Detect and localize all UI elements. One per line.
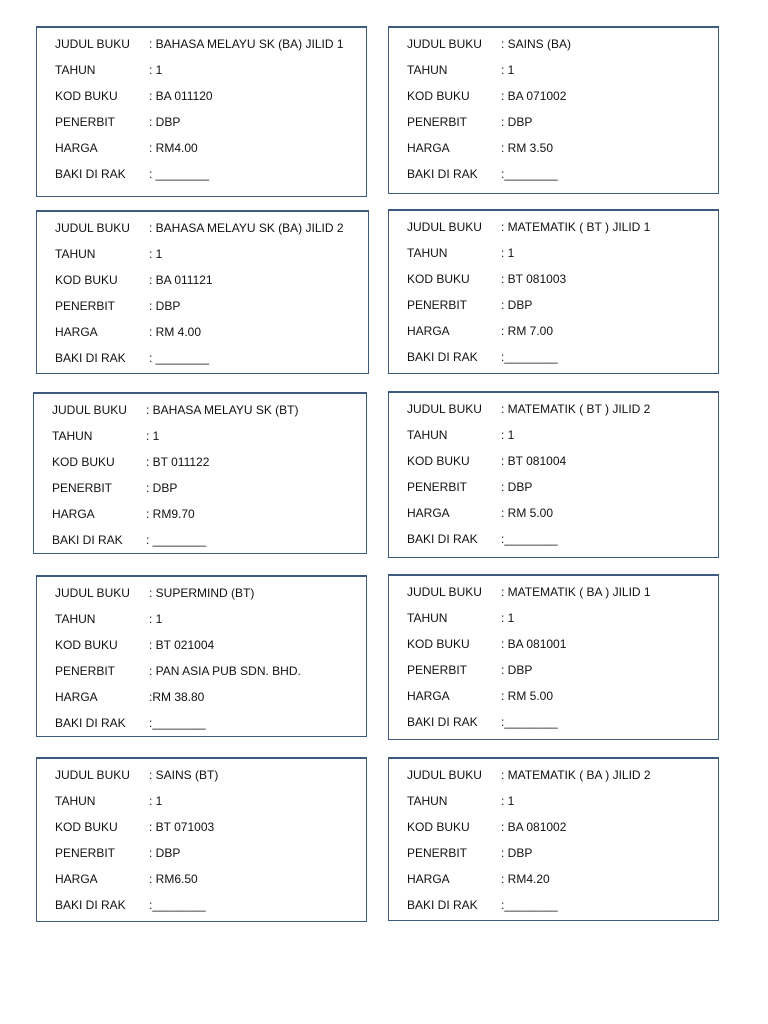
stock-on-shelf-value: : ________ — [149, 167, 210, 181]
publisher-label: PENERBIT — [55, 115, 116, 129]
year-label: TAHUN — [407, 428, 448, 442]
year-value: : 1 — [501, 63, 515, 77]
book-code-label: KOD BUKU — [407, 820, 470, 834]
price-value: : RM6.50 — [149, 872, 198, 886]
book-title-value: : BAHASA MELAYU SK (BA) JILID 1 — [149, 37, 344, 51]
stock-on-shelf-row — [407, 530, 558, 548]
book-title-value: : BAHASA MELAYU SK (BA) JILID 2 — [149, 221, 344, 235]
book-code-label: KOD BUKU — [407, 637, 470, 651]
book-code-row — [55, 87, 213, 105]
book-label-card — [388, 757, 719, 921]
stock-on-shelf-row — [407, 348, 558, 366]
stock-on-shelf-label: BAKI DI RAK — [407, 532, 478, 546]
stock-on-shelf-value: :________ — [501, 715, 558, 729]
book-title-row — [407, 35, 571, 53]
book-title-value: : MATEMATIK ( BT ) JILID 2 — [501, 402, 651, 416]
book-title-label: JUDUL BUKU — [407, 220, 482, 234]
publisher-label: PENERBIT — [55, 664, 116, 678]
publisher-value: : DBP — [501, 298, 533, 312]
price-label: HARGA — [407, 141, 450, 155]
publisher-label: PENERBIT — [55, 299, 116, 313]
year-label: TAHUN — [407, 611, 448, 625]
book-code-row — [407, 452, 566, 470]
publisher-value: : DBP — [501, 663, 533, 677]
book-title-label: JUDUL BUKU — [55, 586, 130, 600]
book-label-card — [388, 574, 719, 740]
book-title-label: JUDUL BUKU — [52, 403, 127, 417]
book-label-card — [36, 757, 367, 922]
book-title-label: JUDUL BUKU — [407, 37, 482, 51]
publisher-value: : DBP — [501, 115, 533, 129]
book-code-row — [52, 453, 209, 471]
stock-on-shelf-value: :________ — [149, 898, 206, 912]
book-code-label: KOD BUKU — [52, 455, 115, 469]
year-label: TAHUN — [407, 794, 448, 808]
price-value: : RM9.70 — [146, 507, 195, 521]
price-label: HARGA — [55, 690, 98, 704]
publisher-label: PENERBIT — [407, 846, 468, 860]
book-title-row — [407, 766, 651, 784]
publisher-row — [407, 296, 532, 314]
publisher-row — [52, 479, 177, 497]
book-code-value: : BT 021004 — [149, 638, 215, 652]
price-value: : RM 3.50 — [501, 141, 554, 155]
publisher-label: PENERBIT — [55, 846, 116, 860]
price-value: : RM 5.00 — [501, 506, 554, 520]
stock-on-shelf-row — [52, 531, 206, 549]
year-row — [52, 427, 159, 445]
price-value: : RM4.20 — [501, 872, 550, 886]
price-row — [52, 505, 195, 523]
book-title-value: : SAINS (BA) — [501, 37, 572, 51]
book-code-row — [407, 270, 566, 288]
book-code-row — [407, 818, 566, 836]
book-title-value: : SUPERMIND (BT) — [149, 586, 255, 600]
stock-on-shelf-value: : ________ — [149, 351, 210, 365]
price-label: HARGA — [407, 689, 450, 703]
book-title-row — [407, 218, 650, 236]
stock-on-shelf-value: :________ — [501, 350, 558, 364]
price-row — [55, 139, 198, 157]
year-row — [55, 792, 162, 810]
stock-on-shelf-label: BAKI DI RAK — [52, 533, 123, 547]
year-value: : 1 — [501, 794, 515, 808]
publisher-label: PENERBIT — [52, 481, 113, 495]
book-code-label: KOD BUKU — [55, 89, 118, 103]
stock-on-shelf-row — [55, 714, 206, 732]
price-label: HARGA — [55, 872, 98, 886]
book-code-label: KOD BUKU — [407, 454, 470, 468]
book-title-row — [55, 766, 218, 784]
price-value: : RM 5.00 — [501, 689, 554, 703]
stock-on-shelf-row — [407, 165, 558, 183]
publisher-value: : DBP — [501, 846, 533, 860]
price-value: : RM 7.00 — [501, 324, 554, 338]
book-title-label: JUDUL BUKU — [55, 221, 130, 235]
book-code-value: : BT 071003 — [149, 820, 215, 834]
publisher-label: PENERBIT — [407, 115, 468, 129]
stock-on-shelf-label: BAKI DI RAK — [55, 898, 126, 912]
stock-on-shelf-label: BAKI DI RAK — [55, 167, 126, 181]
publisher-row — [55, 844, 180, 862]
price-row — [55, 688, 204, 706]
price-row — [407, 687, 553, 705]
stock-on-shelf-value: :________ — [149, 716, 206, 730]
book-code-value: : BT 011122 — [146, 455, 210, 469]
price-row — [55, 870, 198, 888]
publisher-value: : DBP — [501, 480, 533, 494]
year-label: TAHUN — [55, 247, 96, 261]
year-row — [55, 61, 162, 79]
price-row — [407, 504, 553, 522]
book-code-row — [407, 635, 566, 653]
publisher-row — [407, 661, 532, 679]
book-code-label: KOD BUKU — [55, 638, 118, 652]
stock-on-shelf-label: BAKI DI RAK — [55, 351, 126, 365]
book-code-row — [55, 818, 214, 836]
book-title-row — [407, 583, 651, 601]
publisher-value: : DBP — [149, 299, 181, 313]
book-title-label: JUDUL BUKU — [55, 768, 130, 782]
book-code-value: : BT 081004 — [501, 454, 567, 468]
year-label: TAHUN — [407, 63, 448, 77]
book-title-value: : MATEMATIK ( BA ) JILID 2 — [501, 768, 651, 782]
stock-on-shelf-value: : ________ — [146, 533, 207, 547]
book-title-label: JUDUL BUKU — [407, 768, 482, 782]
book-label-card — [388, 391, 719, 558]
stock-on-shelf-label: BAKI DI RAK — [407, 167, 478, 181]
price-value: : RM 4.00 — [149, 325, 202, 339]
publisher-row — [55, 113, 180, 131]
book-code-value: : BA 071002 — [501, 89, 567, 103]
year-row — [407, 244, 514, 262]
year-label: TAHUN — [55, 794, 96, 808]
publisher-row — [55, 662, 301, 680]
publisher-row — [407, 844, 532, 862]
book-code-row — [55, 271, 213, 289]
year-row — [55, 610, 162, 628]
year-row — [55, 245, 162, 263]
year-value: : 1 — [149, 247, 163, 261]
price-label: HARGA — [52, 507, 95, 521]
book-code-value: : BA 011121 — [149, 273, 213, 287]
year-row — [407, 609, 514, 627]
publisher-value: : DBP — [149, 115, 181, 129]
publisher-value: : DBP — [146, 481, 178, 495]
book-title-label: JUDUL BUKU — [407, 402, 482, 416]
year-value: : 1 — [501, 428, 515, 442]
price-row — [407, 139, 553, 157]
year-row — [407, 61, 514, 79]
book-code-value: : BT 081003 — [501, 272, 567, 286]
publisher-label: PENERBIT — [407, 663, 468, 677]
publisher-row — [55, 297, 180, 315]
book-title-row — [55, 35, 344, 53]
book-code-value: : BA 081002 — [501, 820, 567, 834]
book-code-label: KOD BUKU — [407, 272, 470, 286]
stock-on-shelf-label: BAKI DI RAK — [407, 715, 478, 729]
stock-on-shelf-label: BAKI DI RAK — [407, 350, 478, 364]
stock-on-shelf-row — [55, 349, 209, 367]
year-value: : 1 — [149, 794, 163, 808]
book-title-label: JUDUL BUKU — [55, 37, 130, 51]
book-title-label: JUDUL BUKU — [407, 585, 482, 599]
book-label-card — [36, 26, 367, 197]
year-value: : 1 — [501, 246, 515, 260]
price-label: HARGA — [55, 141, 98, 155]
year-value: : 1 — [149, 612, 163, 626]
year-value: : 1 — [149, 63, 163, 77]
book-title-row — [52, 401, 298, 419]
stock-on-shelf-value: :________ — [501, 532, 558, 546]
book-title-value: : BAHASA MELAYU SK (BT) — [146, 403, 299, 417]
price-label: HARGA — [55, 325, 98, 339]
price-label: HARGA — [407, 872, 450, 886]
stock-on-shelf-row — [55, 165, 209, 183]
year-value: : 1 — [501, 611, 515, 625]
publisher-row — [407, 478, 532, 496]
book-title-value: : MATEMATIK ( BA ) JILID 1 — [501, 585, 651, 599]
book-code-value: : BA 081001 — [501, 637, 567, 651]
book-label-card — [33, 392, 367, 554]
price-row — [55, 323, 201, 341]
book-title-value: : SAINS (BT) — [149, 768, 219, 782]
year-value: : 1 — [146, 429, 160, 443]
price-row — [407, 322, 553, 340]
book-code-label: KOD BUKU — [55, 273, 118, 287]
year-label: TAHUN — [407, 246, 448, 260]
book-label-card — [36, 210, 369, 374]
book-code-value: : BA 011120 — [149, 89, 213, 103]
book-label-card — [36, 575, 367, 737]
publisher-value: : PAN ASIA PUB SDN. BHD. — [149, 664, 301, 678]
publisher-row — [407, 113, 532, 131]
book-code-row — [55, 636, 214, 654]
price-value: : RM4.00 — [149, 141, 198, 155]
book-code-label: KOD BUKU — [407, 89, 470, 103]
book-label-card — [388, 26, 719, 194]
year-label: TAHUN — [52, 429, 93, 443]
price-value: :RM 38.80 — [149, 690, 205, 704]
price-row — [407, 870, 550, 888]
book-title-row — [55, 584, 254, 602]
year-label: TAHUN — [55, 612, 96, 626]
year-label: TAHUN — [55, 63, 96, 77]
year-row — [407, 792, 514, 810]
price-label: HARGA — [407, 506, 450, 520]
book-label-card — [388, 209, 719, 374]
price-label: HARGA — [407, 324, 450, 338]
publisher-label: PENERBIT — [407, 480, 468, 494]
stock-on-shelf-row — [407, 713, 558, 731]
stock-on-shelf-row — [55, 896, 206, 914]
book-title-row — [407, 400, 650, 418]
publisher-label: PENERBIT — [407, 298, 468, 312]
book-code-label: KOD BUKU — [55, 820, 118, 834]
book-code-row — [407, 87, 566, 105]
stock-on-shelf-label: BAKI DI RAK — [407, 898, 478, 912]
stock-on-shelf-row — [407, 896, 558, 914]
book-title-value: : MATEMATIK ( BT ) JILID 1 — [501, 220, 651, 234]
book-title-row — [55, 219, 344, 237]
year-row — [407, 426, 514, 444]
stock-on-shelf-value: :________ — [501, 167, 558, 181]
publisher-value: : DBP — [149, 846, 181, 860]
stock-on-shelf-label: BAKI DI RAK — [55, 716, 126, 730]
stock-on-shelf-value: :________ — [501, 898, 558, 912]
